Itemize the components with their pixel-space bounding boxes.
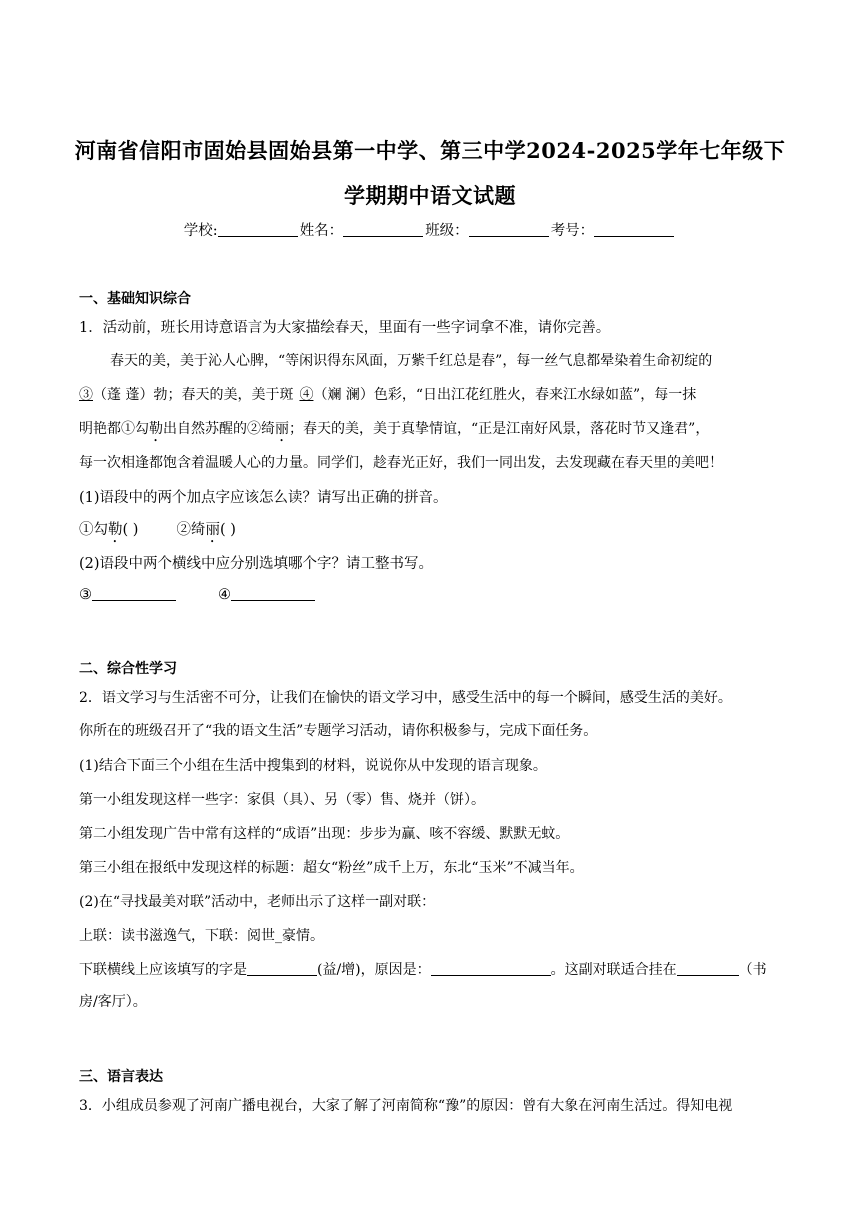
char-blank-3[interactable] <box>92 586 176 601</box>
exam-number-blank[interactable] <box>594 222 674 237</box>
couplet-room-blank[interactable] <box>677 961 739 976</box>
section3-heading: 三、语言表达 <box>79 1069 163 1085</box>
group3-material: 第三小组在报纸中发现这样的标题：超女“粉丝”成千上万，东北“玉米”不减当年。 <box>79 860 584 876</box>
passage-line1: 春天的美，美于沁人心脾，“等闲识得东风面，万紫千红总是春”，每一丝气息都晕染着生命初绽的 <box>110 353 713 369</box>
dotted-char-le: 勒 <box>149 421 163 437</box>
school-blank[interactable] <box>218 222 298 237</box>
couplet-fill-text-a: 下联横线上应该填写的字是 <box>79 962 247 978</box>
passage-line2-text-a: （蓬 蓬）勃；春天的美，美于斑 <box>93 387 294 403</box>
char-blank-4-label: ④ <box>218 587 231 603</box>
sub-question-2-2: (2)在“寻找最美对联”活动中，老师出示了这样一副对联： <box>79 894 436 910</box>
sub-question-1-1: (1)语段中的两个加点字应该怎么读？请写出正确的拼音。 <box>79 490 448 506</box>
question1-stem: 1．活动前，班长用诗意语言为大家描绘春天，里面有一些字词拿不准，请你完善。 <box>79 320 611 336</box>
pinyin-item-2-dot: 丽 <box>205 522 220 538</box>
name-label: 姓名： <box>299 223 344 239</box>
dotted-char-li: 丽 <box>275 421 289 437</box>
sub-question-2-1: (1)结合下面三个小组在生活中搜集到的材料，说说你从中发现的语言现象。 <box>79 758 547 774</box>
name-blank[interactable] <box>343 222 423 237</box>
school-label: 学校: <box>183 223 218 239</box>
passage-line3 <box>79 418 784 445</box>
char-blank-3-label: ③ <box>79 587 92 603</box>
pinyin-blank-1[interactable]: ( ) <box>122 522 139 538</box>
question2-stem-line2: 你所在的班级召开了“我的语文生活”专题学习活动，请你积极参与，完成下面任务。 <box>79 723 598 739</box>
group2-material: 第二小组发现广告中常有这样的“成语”出现：步步为赢、咳不容缓、默默无蚊。 <box>79 826 570 842</box>
section2-heading: 二、综合性学习 <box>79 661 177 677</box>
blank-mark-3: ③ <box>79 387 93 403</box>
passage-line3-text-b: 出自然苏醒的②绮 <box>163 421 275 437</box>
student-info-row <box>0 219 860 240</box>
exam-title-line1: 河南省信阳市固始县固始县第一中学、第三中学2024-2025学年七年级下 <box>74 138 786 163</box>
exam-title-line2: 学期期中语文试题 <box>344 183 516 208</box>
question2-stem-line1: 2．语文学习与生活密不可分，让我们在愉快的语文学习中，感受生活中的每一个瞬间，感受生活的美好。 <box>79 690 732 706</box>
couplet-fill-row-cont: 房/客厅）。 <box>79 994 147 1010</box>
couplet-char-blank[interactable] <box>247 961 317 976</box>
pinyin-item-1: ①勾 <box>79 522 108 538</box>
question3-stem: 3．小组成员参观了河南广播电视台，大家了解了河南简称“豫”的原因：曾有大象在河南生活过。得知电视 <box>79 1098 733 1114</box>
char-answer-row <box>79 586 315 603</box>
couplet-fill-text-c: 。这副对联适合挂在 <box>550 962 677 978</box>
pinyin-item-1-dot: 勒 <box>108 522 123 538</box>
couplet-text: 上联：读书滋逸气，下联：阅世_豪情。 <box>79 928 324 944</box>
section1-heading: 一、基础知识综合 <box>79 291 191 307</box>
passage-line3-text-a: 明艳都①勾 <box>79 421 149 437</box>
exam-number-label: 考号： <box>550 223 595 239</box>
couplet-fill-text-d: （书 <box>738 962 767 978</box>
sub-question-1-2: (2)语段中两个横线中应分别选填哪个字？请工整书写。 <box>79 556 434 572</box>
pinyin-answer-row <box>79 518 236 546</box>
blank-mark-4: ④ <box>299 387 314 403</box>
passage-line4: 每一次相逢都饱含着温暖人心的力量。同学们，趁春光正好，我们一同出发，去发现藏在春天里的美吧！ <box>79 455 723 471</box>
pinyin-blank-2[interactable]: ( ) <box>219 522 236 538</box>
char-blank-4[interactable] <box>231 586 315 601</box>
couplet-fill-text-b: (益/增)，原因是： <box>317 962 431 978</box>
passage-line3-text-c: ；春天的美，美于真挚情谊，“正是江南好风景，落花时节又逢君”， <box>289 421 710 437</box>
passage-line2 <box>79 384 784 404</box>
passage-line2-text-b: （斓 澜）色彩，“日出江花红胜火，春来江水绿如蓝”，每一抹 <box>313 387 697 403</box>
class-label: 班级： <box>425 223 469 239</box>
group1-material: 第一小组发现这样一些字：家俱（具）、另（零）售、烧并（饼）。 <box>79 792 485 808</box>
couplet-reason-blank[interactable] <box>431 961 551 976</box>
couplet-fill-row <box>79 959 784 979</box>
pinyin-item-2: ②绮 <box>176 522 206 538</box>
class-blank[interactable] <box>469 222 549 237</box>
